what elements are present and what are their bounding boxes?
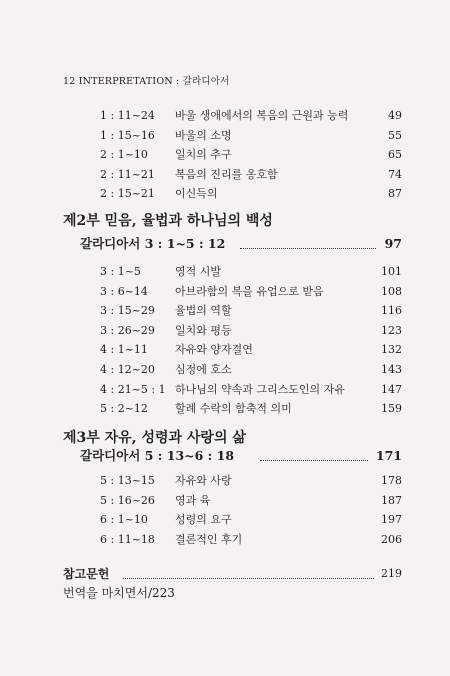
toc-verse-ref: 6 : 1~10 bbox=[100, 513, 148, 527]
part2-title: 제2부 믿음, 율법과 하나님의 백성 bbox=[63, 213, 273, 229]
toc-entry[interactable] bbox=[100, 166, 402, 183]
running-header: 12 INTERPRETATION : 갈라디아서 bbox=[63, 76, 230, 87]
bibliography-row[interactable] bbox=[63, 565, 402, 583]
part3-span-page: 171 bbox=[375, 448, 402, 463]
toc-entry-title: 하나님의 약속과 그리스도인의 자유 bbox=[175, 382, 345, 396]
toc-page-number: 206 bbox=[381, 532, 402, 546]
toc-entry[interactable] bbox=[100, 381, 402, 398]
toc-page-number: 108 bbox=[381, 284, 402, 298]
part3-span-label: 갈라디아서 5 : 13~6 : 18 bbox=[80, 448, 235, 463]
toc-entry[interactable] bbox=[100, 127, 402, 144]
toc-entry-title: 할례 수락의 함축적 의미 bbox=[175, 402, 292, 416]
toc-page-number: 116 bbox=[381, 304, 402, 318]
toc-verse-ref: 3 : 26~29 bbox=[100, 323, 155, 337]
toc-entry[interactable] bbox=[100, 492, 402, 509]
toc-verse-ref: 3 : 15~29 bbox=[100, 304, 155, 318]
part3-title: 제3부 자유, 성령과 사랑의 삶 bbox=[63, 430, 246, 446]
part2-span-page: 97 bbox=[384, 236, 402, 251]
toc-entry-title: 영과 육 bbox=[175, 493, 211, 507]
toc-entry-title: 성령의 요구 bbox=[175, 513, 232, 527]
toc-verse-ref: 5 : 16~26 bbox=[100, 493, 155, 507]
toc-verse-ref: 2 : 15~21 bbox=[100, 187, 155, 200]
toc-page-number: 147 bbox=[381, 382, 402, 396]
toc-page-number: 55 bbox=[388, 128, 402, 142]
toc-page-number: 87 bbox=[388, 187, 402, 200]
toc-verse-ref: 4 : 21~5 : 1 bbox=[100, 382, 166, 396]
part2-span-label: 갈라디아서 3 : 1~5 : 12 bbox=[80, 236, 226, 251]
toc-entry-title: 일치와 평등 bbox=[175, 323, 232, 337]
toc-entry-title: 율법의 역할 bbox=[175, 304, 232, 318]
toc-page-number: 65 bbox=[388, 148, 402, 161]
toc-entry[interactable] bbox=[100, 322, 402, 339]
toc-entry-title: 이신득의 bbox=[175, 187, 218, 200]
toc-entry-title: 바울 생애에서의 복음의 근원과 능력 bbox=[175, 109, 349, 122]
dot-leader bbox=[123, 578, 374, 579]
dot-leader bbox=[260, 460, 368, 461]
toc-verse-ref: 3 : 6~14 bbox=[100, 284, 148, 298]
toc-entry[interactable] bbox=[100, 185, 402, 202]
toc-entry-title: 자유와 양자결연 bbox=[175, 343, 253, 357]
toc-entry-title: 일치의 추구 bbox=[175, 148, 232, 161]
part3-span-row[interactable] bbox=[80, 446, 402, 466]
toc-entry[interactable] bbox=[100, 283, 402, 300]
toc-page-number: 123 bbox=[381, 323, 402, 337]
toc-page-number: 49 bbox=[388, 109, 402, 122]
toc-entry[interactable] bbox=[100, 472, 402, 489]
part2-span-row[interactable] bbox=[80, 234, 402, 254]
toc-entry-title: 복음의 진리를 옹호함 bbox=[175, 167, 278, 181]
toc-page-number: 197 bbox=[381, 513, 402, 527]
toc-entry[interactable] bbox=[100, 361, 402, 378]
toc-verse-ref: 2 : 11~21 bbox=[100, 167, 155, 181]
toc-entry-title: 심정에 호소 bbox=[175, 363, 232, 376]
toc-entry[interactable] bbox=[100, 341, 402, 358]
toc-entry-title: 결론적인 후기 bbox=[175, 532, 243, 546]
toc-entry-title: 바울의 소명 bbox=[175, 128, 232, 142]
toc-entry-title: 자유와 사랑 bbox=[175, 474, 232, 487]
toc-page-number: 143 bbox=[381, 363, 402, 376]
toc-page-number: 159 bbox=[381, 402, 402, 416]
toc-page-number: 74 bbox=[388, 167, 402, 181]
bibliography-page: 219 bbox=[381, 567, 402, 580]
toc-verse-ref: 3 : 1~5 bbox=[100, 265, 141, 278]
toc-entry-title: 영적 시발 bbox=[175, 265, 222, 278]
toc-verse-ref: 6 : 11~18 bbox=[100, 532, 155, 546]
toc-entry-title: 아브라함의 복을 유업으로 받음 bbox=[175, 284, 324, 298]
toc-verse-ref: 5 : 13~15 bbox=[100, 474, 155, 487]
toc-verse-ref: 2 : 1~10 bbox=[100, 148, 148, 161]
afterword-entry[interactable]: 번역을 마치면서/223 bbox=[63, 586, 175, 600]
toc-entry[interactable] bbox=[100, 302, 402, 319]
toc-entry[interactable] bbox=[100, 146, 402, 163]
toc-verse-ref: 1 : 11~24 bbox=[100, 109, 155, 122]
toc-page-number: 178 bbox=[381, 474, 402, 487]
toc-verse-ref: 4 : 1~11 bbox=[100, 343, 148, 357]
toc-verse-ref: 4 : 12~20 bbox=[100, 363, 155, 376]
dot-leader bbox=[240, 248, 376, 249]
toc-verse-ref: 5 : 2~12 bbox=[100, 402, 148, 416]
bibliography-label: 참고문헌 bbox=[63, 567, 110, 581]
toc-verse-ref: 1 : 15~16 bbox=[100, 128, 155, 142]
toc-page-number: 132 bbox=[381, 343, 402, 357]
toc-page-number: 101 bbox=[381, 265, 402, 278]
toc-entry[interactable] bbox=[100, 531, 402, 548]
toc-entry[interactable] bbox=[100, 107, 402, 124]
toc-page-number: 187 bbox=[381, 493, 402, 507]
toc-entry[interactable] bbox=[100, 263, 402, 280]
toc-entry[interactable] bbox=[100, 511, 402, 528]
toc-entry[interactable] bbox=[100, 400, 402, 417]
